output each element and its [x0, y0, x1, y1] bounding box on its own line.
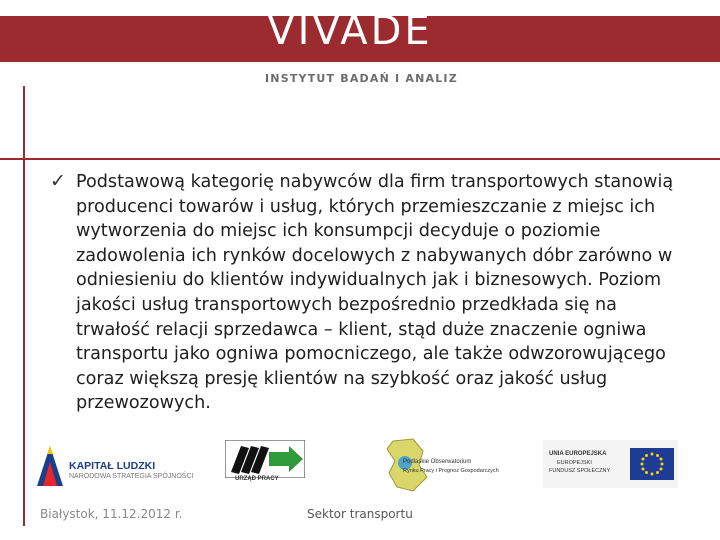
- kapital-subtitle: NARODOWA STRATEGIA SPÓJNOŚCI: [69, 473, 194, 480]
- obserwatorium-line1: Podlaskie Obserwatorium: [403, 459, 472, 465]
- footer-title: Sektor transportu: [307, 507, 413, 521]
- check-icon: ✓: [50, 170, 66, 192]
- ue-logo: [543, 440, 678, 488]
- obserwatorium-logo: [383, 437, 503, 493]
- urzad-pracy-icon: [225, 440, 305, 478]
- eu-flag-icon: [630, 448, 674, 480]
- ue-line3: FUNDUSZ SPOŁECZNY: [549, 468, 611, 474]
- urzad-pracy-logo: [225, 440, 305, 488]
- podlasie-map-icon: [383, 437, 431, 493]
- kapital-ludzki-logo: [35, 440, 194, 490]
- obserwatorium-line2: Rynku Pracy i Prognoz Gospodarczych: [403, 468, 499, 474]
- urzad-label: URZĄD PRACY: [235, 476, 279, 482]
- vivade-logo: [255, 8, 445, 68]
- vertical-divider: [23, 86, 25, 526]
- ue-line1: UNIA EUROPEJSKA: [549, 451, 607, 457]
- kapital-title: KAPITAŁ LUDZKI: [69, 460, 156, 472]
- logo-text: VIVADE: [267, 8, 433, 54]
- paragraph-text: Podstawową kategorię nabywców dla firm transportowych stanowią producenci towarów i usług, których przemieszczanie z miejsc ich wytworzenia do miejsc ich konsumpcji decyduje o poziomie zadowolenia ich rynków docelowych z nabywanych dóbr zarówno w odniesieniu do klientów indywidualnych jak i biznesowych. Poziom jakości usług transportowych bezpośrednio przedkłada się na trwałość relacji sprzedawca – klient, stąd duże znaczenie ogniwa transportu jako ogniwa pomocniczego, ale także odwzorowującego coraz większą presję klientów na szybkość oraz jakość usług przewozowych.: [76, 172, 674, 414]
- logo-subtitle: INSTYTUT BADAŃ I ANALIZ: [265, 72, 458, 85]
- footer-date: Białystok, 11.12.2012 r.: [40, 507, 183, 521]
- ue-line2: EUROPEJSKI: [557, 460, 592, 466]
- horizontal-divider: [0, 158, 720, 160]
- kapital-ludzki-icon: [35, 440, 65, 488]
